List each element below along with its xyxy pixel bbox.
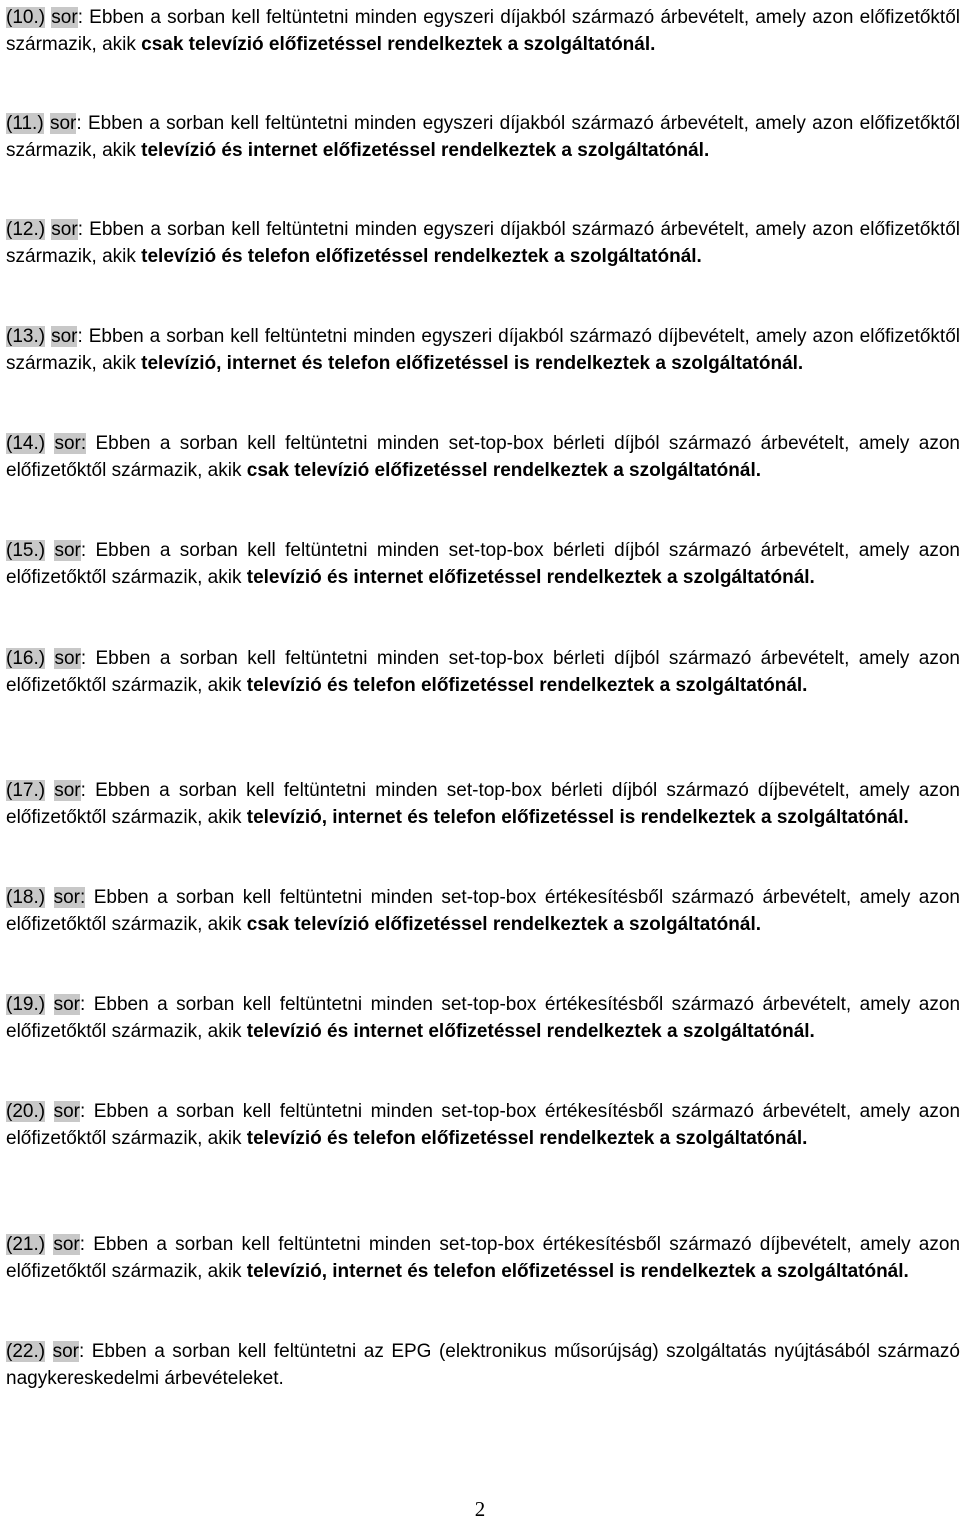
row-number: (22.)	[6, 1341, 46, 1362]
bold-text: televízió és telefon előfizetéssel rendelkeztek a szolgáltatónál.	[246, 1128, 808, 1149]
bold-text: televízió és internet előfizetéssel rendelkeztek a szolgáltatónál.	[246, 1021, 815, 1042]
row-number: (16.)	[6, 648, 46, 669]
row-number: (12.)	[6, 219, 46, 240]
paragraph-p13	[6, 323, 960, 377]
body-text: : Ebben a sorban kell feltüntetni minden egyszeri díjakból származó árbevételt, amely azon előfizetőktől származik, akik	[6, 113, 960, 161]
paragraph-p15	[6, 537, 960, 591]
row-label: sor	[53, 1101, 80, 1122]
row-number: (20.)	[6, 1101, 46, 1122]
bold-text: televízió és telefon előfizetéssel rendelkeztek a szolgáltatónál.	[246, 675, 808, 696]
body-text: : Ebben a sorban kell feltüntetni minden egyszeri díjakból származó díjbevételt, amely azon előfizetőktől származik, akik	[6, 326, 960, 374]
paragraph-p18	[6, 884, 960, 938]
bold-text: televízió és internet előfizetéssel rendelkeztek a szolgáltatónál.	[141, 140, 710, 161]
row-label: sor	[54, 540, 81, 561]
paragraph-p16	[6, 645, 960, 699]
row-number: (17.)	[6, 780, 46, 801]
row-label: sor	[51, 7, 78, 28]
bold-text: csak televízió előfizetéssel rendelkeztek a szolgáltatónál.	[246, 914, 762, 935]
paragraph-p12	[6, 216, 960, 270]
body-text: : Ebben a sorban kell feltüntetni minden set-top-box bérleti díjból származó árbevételt, amely azon előfizetőktől származik, akik	[6, 540, 960, 588]
row-label: sor	[49, 113, 77, 134]
row-number: (13.)	[6, 326, 46, 347]
paragraph-p22	[6, 1338, 960, 1392]
bold-text: televízió, internet és telefon előfizetéssel is rendelkeztek a szolgáltatónál.	[246, 807, 909, 828]
row-number: (10.)	[6, 7, 46, 28]
body-text: : Ebben a sorban kell feltüntetni minden set-top-box értékesítésből származó árbevételt, amely azon előfizetőktől származik, akik	[6, 994, 960, 1042]
body-text: : Ebben a sorban kell feltüntetni minden set-top-box értékesítésből származó díjbevételt, amely azon előfizetőktől származik, akik	[6, 1234, 960, 1282]
body-text: : Ebben a sorban kell feltüntetni minden egyszeri díjakból származó árbevételt, amely azon előfizetőktől származik, akik	[6, 219, 960, 267]
body-text: : Ebben a sorban kell feltüntetni minden set-top-box értékesítésből származó árbevételt, amely azon előfizetőktől származik, akik	[6, 1101, 960, 1149]
body-text: Ebben a sorban kell feltüntetni minden set-top-box bérleti díjból származó árbevételt, amely azon előfizetőktől származik, akik	[6, 433, 960, 481]
paragraph-p17	[6, 777, 960, 831]
bold-text: televízió, internet és telefon előfizetéssel is rendelkeztek a szolgáltatónál.	[246, 1261, 909, 1282]
bold-text: csak televízió előfizetéssel rendelkeztek a szolgáltatónál.	[246, 460, 762, 481]
row-label: sor	[51, 326, 78, 347]
paragraph-p14	[6, 430, 960, 484]
row-number: (18.)	[6, 887, 46, 908]
row-number: (11.)	[6, 113, 44, 134]
row-label: sor	[53, 994, 80, 1015]
row-label: sor	[54, 780, 81, 801]
row-number: (21.)	[6, 1234, 46, 1255]
paragraph-p19	[6, 991, 960, 1045]
paragraph-p11	[6, 110, 960, 164]
page-number: 2	[474, 1497, 486, 1521]
body-text: : Ebben a sorban kell feltüntetni minden set-top-box bérleti díjból származó árbevételt, amely azon előfizetőktől származik, akik	[6, 648, 960, 696]
bold-text: televízió és internet előfizetéssel rendelkeztek a szolgáltatónál.	[246, 567, 815, 588]
row-label: sor	[52, 1341, 79, 1362]
body-text: : Ebben a sorban kell feltüntetni minden set-top-box bérleti díjból származó díjbevételt, amely azon előfizetőktől származik, akik	[6, 780, 960, 828]
body-text: Ebben a sorban kell feltüntetni minden set-top-box értékesítésből származó árbevételt, amely azon előfizetőktől származik, akik	[6, 887, 960, 935]
row-label: sor	[51, 219, 78, 240]
bold-text: televízió és telefon előfizetéssel rendelkeztek a szolgáltatónál.	[141, 246, 702, 267]
paragraph-p10	[6, 4, 960, 58]
row-label: sor	[53, 1234, 80, 1255]
row-number: (14.)	[6, 433, 46, 454]
paragraph-p21	[6, 1231, 960, 1285]
row-label: sor	[54, 648, 81, 669]
body-text: : Ebben a sorban kell feltüntetni az EPG (elektronikus műsorújság) szolgáltatás nyújtásából származó nagykereskedelmi árbevételeket.	[6, 1341, 960, 1389]
row-label: sor:	[54, 433, 87, 454]
row-number: (19.)	[6, 994, 46, 1015]
row-label: sor:	[53, 887, 86, 908]
paragraph-p20	[6, 1098, 960, 1152]
bold-text: csak televízió előfizetéssel rendelkeztek a szolgáltatónál.	[141, 34, 656, 55]
body-text: : Ebben a sorban kell feltüntetni minden egyszeri díjakból származó árbevételt, amely azon előfizetőktől származik, akik	[6, 7, 960, 55]
row-number: (15.)	[6, 540, 46, 561]
bold-text: televízió, internet és telefon előfizetéssel is rendelkeztek a szolgáltatónál.	[141, 353, 804, 374]
